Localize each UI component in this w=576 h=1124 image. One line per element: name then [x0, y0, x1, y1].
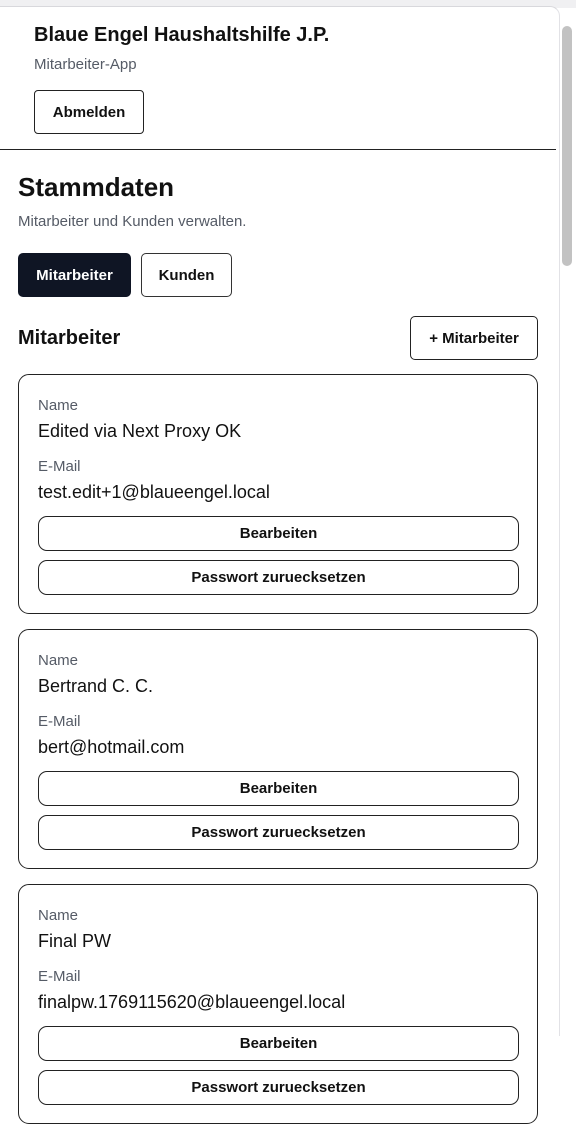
edit-button[interactable]: Bearbeiten	[38, 516, 519, 551]
scrollbar-thumb[interactable]	[562, 26, 572, 266]
app-frame	[0, 6, 560, 1096]
app-subtitle: Mitarbeiter-App	[34, 56, 137, 73]
reset-password-button[interactable]: Passwort zuruecksetzen	[38, 815, 519, 850]
employee-email: bert@hotmail.com	[38, 737, 185, 757]
employee-email: finalpw.1769115620@blaueengel.local	[38, 992, 346, 1012]
scrollbar[interactable]	[560, 8, 576, 1024]
tab-kunden[interactable]: Kunden	[141, 253, 232, 297]
reset-password-button[interactable]: Passwort zuruecksetzen	[38, 560, 519, 595]
edit-button[interactable]: Bearbeiten	[38, 1026, 519, 1061]
email-label: E-Mail	[38, 968, 81, 985]
add-employee-button[interactable]: + Mitarbeiter	[410, 316, 538, 360]
employee-name: Final PW	[38, 931, 112, 951]
app-title: Blaue Engel Haushaltshilfe J.P.	[34, 24, 330, 46]
page-subtitle: Mitarbeiter und Kunden verwalten.	[18, 213, 247, 230]
name-label: Name	[38, 397, 79, 414]
section-title: Mitarbeiter	[18, 327, 121, 349]
employee-card	[18, 629, 538, 869]
name-label: Name	[38, 907, 79, 924]
employee-email: test.edit+1@blaueengel.local	[38, 482, 270, 502]
email-label: E-Mail	[38, 713, 81, 730]
logout-button[interactable]: Abmelden	[34, 90, 144, 134]
edit-button[interactable]: Bearbeiten	[38, 771, 519, 806]
tab-mitarbeiter[interactable]: Mitarbeiter	[18, 253, 131, 297]
employee-name: Bertrand C. C.	[38, 676, 154, 696]
app-header	[0, 7, 556, 150]
email-label: E-Mail	[38, 458, 81, 475]
employee-card	[18, 374, 538, 614]
reset-password-button[interactable]: Passwort zuruecksetzen	[38, 1070, 519, 1105]
employee-card	[18, 884, 538, 1124]
employee-name: Edited via Next Proxy OK	[38, 421, 242, 441]
page-title: Stammdaten	[18, 172, 175, 202]
name-label: Name	[38, 652, 79, 669]
